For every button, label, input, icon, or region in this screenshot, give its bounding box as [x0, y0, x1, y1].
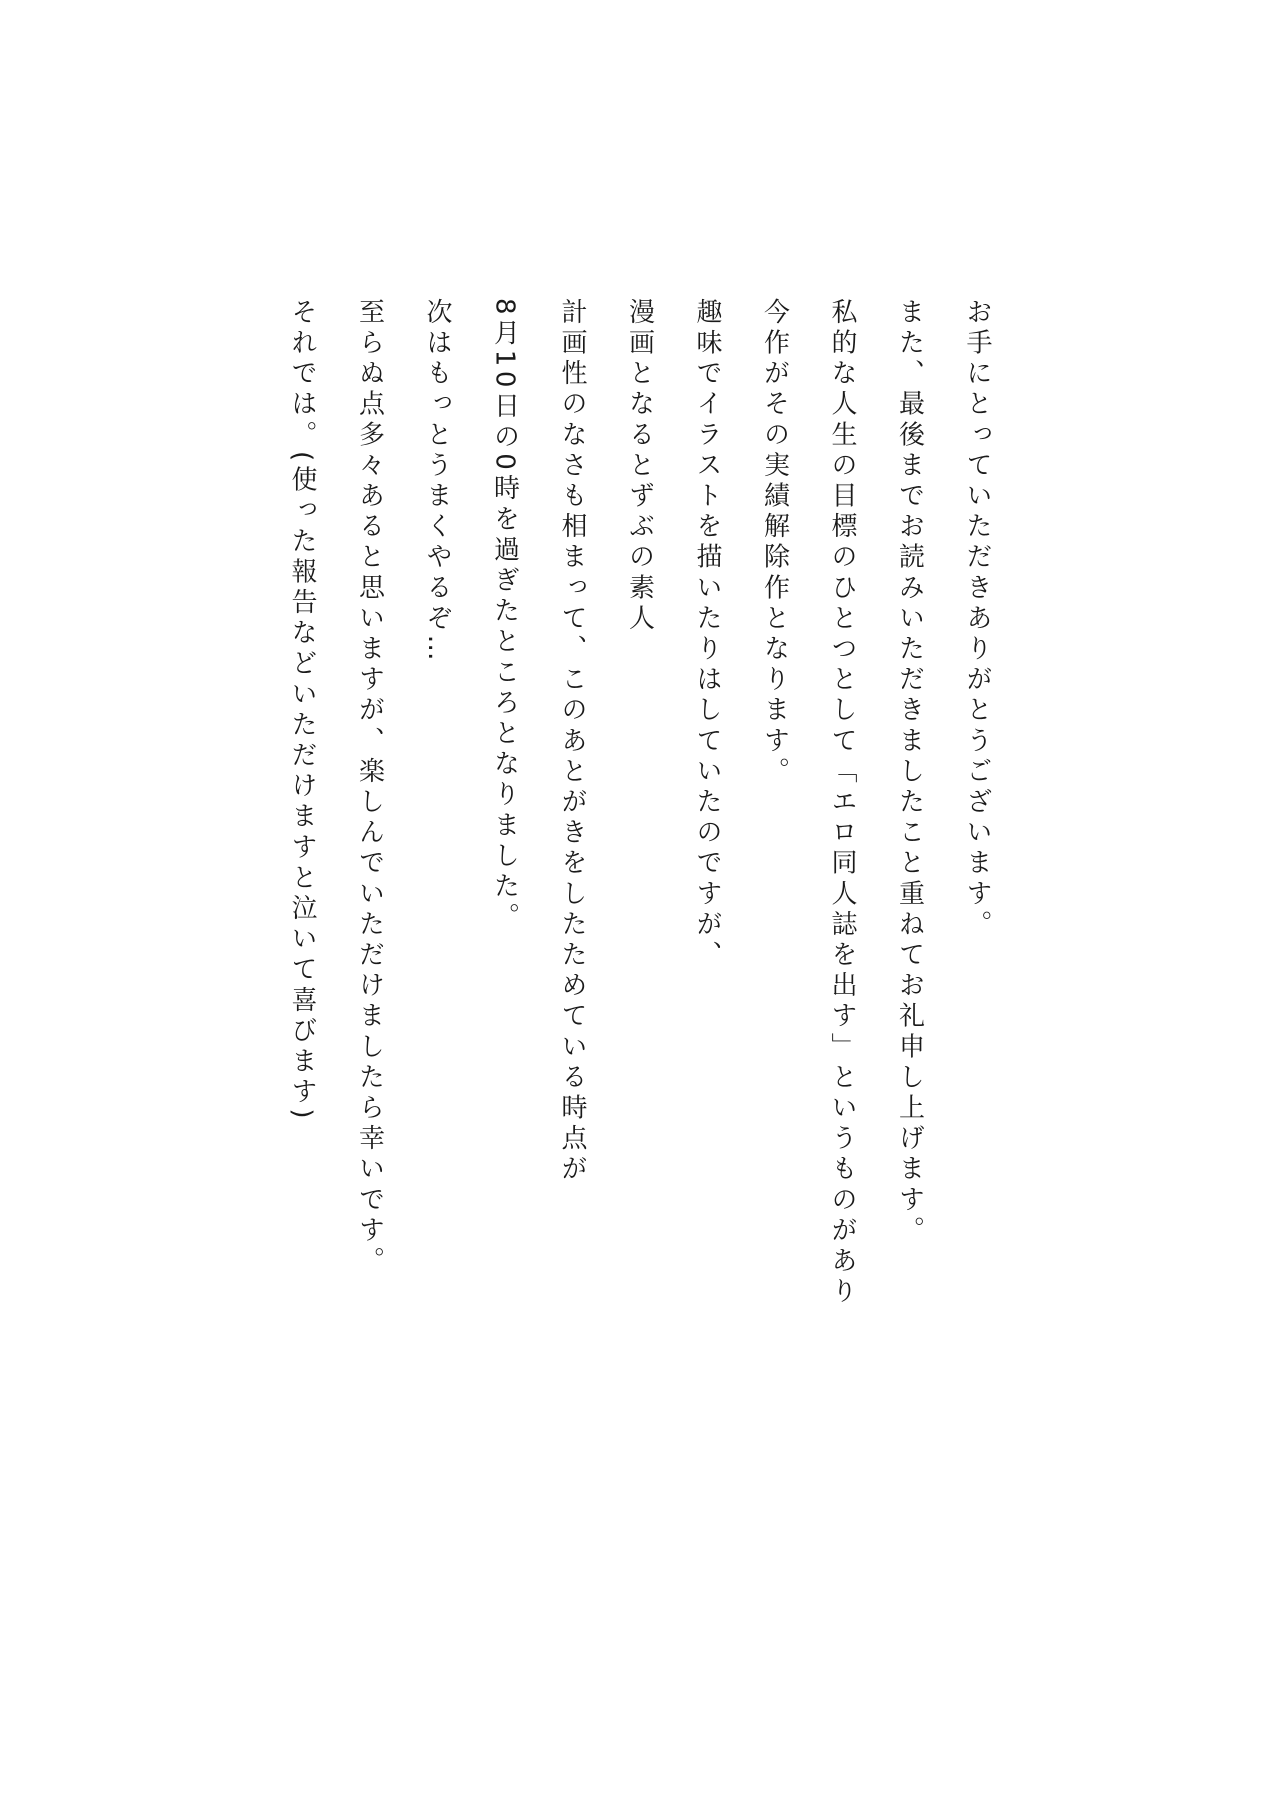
afterword-line-8: 8月10日の0時を過ぎたところとなりました。: [489, 298, 520, 934]
afterword-line-1: お手にとっていただきありがとうございます。: [962, 298, 992, 941]
afterword-text: [268, 298, 1011, 1418]
afterword-line-3: 私的な人生の目標のひとつとして「エロ同人誌を出す」というものがあり: [827, 298, 857, 1308]
afterword-line-11: それでは。(使った報告などいただけますと泣いて喜びます): [287, 298, 317, 1124]
afterword-line-4: 今作がその実績解除作となります。: [759, 298, 790, 788]
afterword-line-2: また、最後までお読みいただきましたこと重ねてお礼申し上げます。: [894, 298, 925, 1247]
afterword-line-5: 趣味でイラストを描いたりはしていたのですが、: [692, 298, 722, 972]
afterword-line-10: 至らぬ点多々あると思いますが、楽しんでいただけましたら幸いです。: [354, 298, 385, 1278]
afterword-line-7: 計画性のなさも相まって、このあとがきをしたためている時点が: [557, 298, 587, 1186]
afterword-line-6: 漫画となるとずぶの素人: [624, 298, 655, 635]
afterword-line-9: 次はもっとうまくやるぞ…: [422, 298, 452, 666]
